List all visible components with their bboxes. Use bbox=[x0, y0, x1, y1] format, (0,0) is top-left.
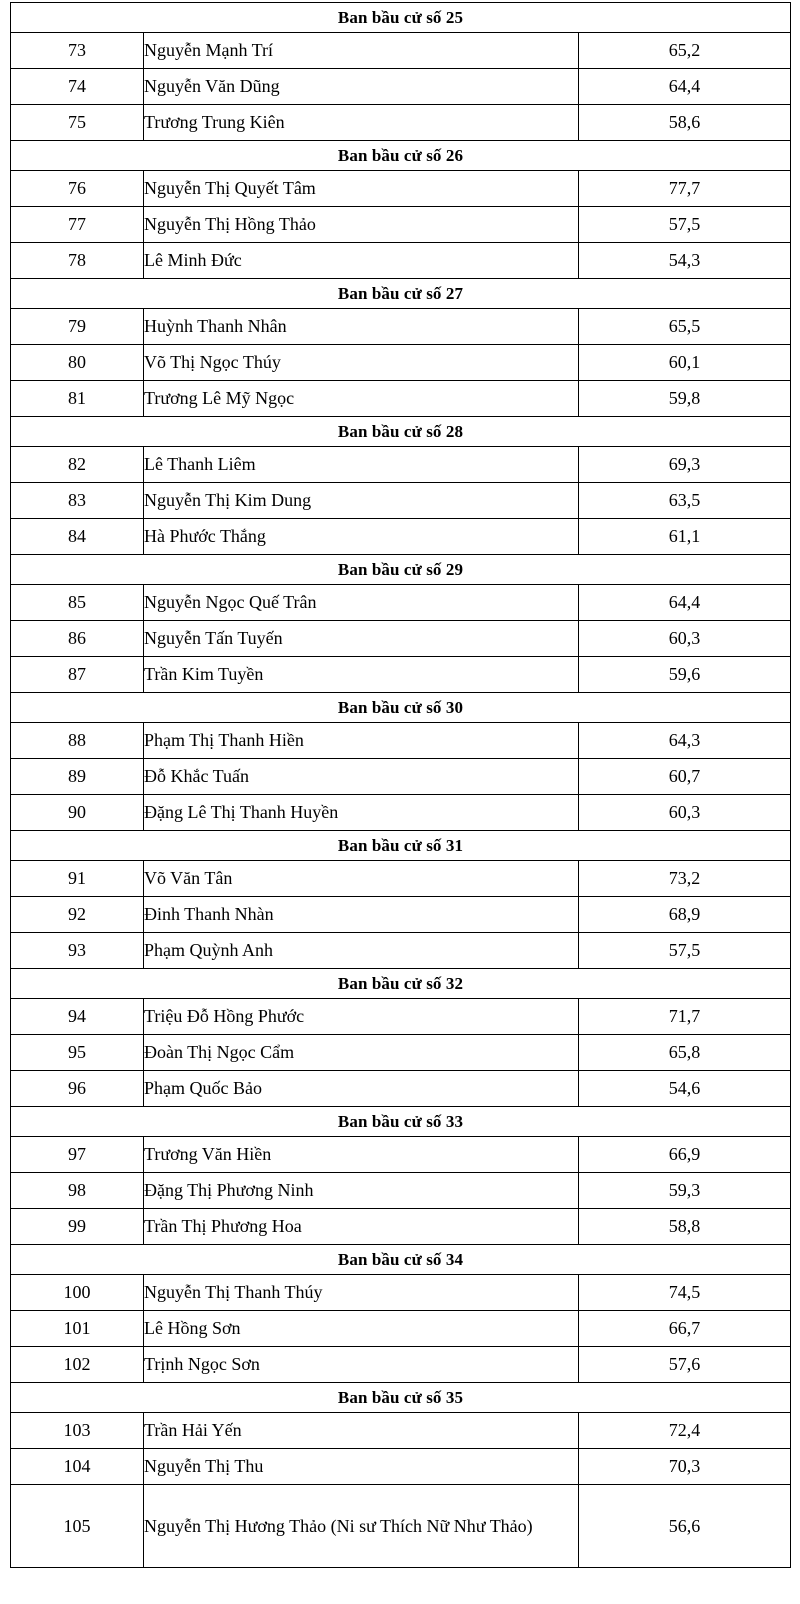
table-row bbox=[11, 309, 791, 345]
cell-order-number: 90 bbox=[11, 795, 144, 831]
cell-candidate-name: Lê Thanh Liêm bbox=[144, 447, 579, 483]
cell-order-number: 100 bbox=[11, 1275, 144, 1311]
cell-candidate-name: Phạm Quỳnh Anh bbox=[144, 933, 579, 969]
section-header-label: Ban bầu cử số 30 bbox=[11, 693, 791, 723]
cell-order-number: 80 bbox=[11, 345, 144, 381]
section-header-label: Ban bầu cử số 32 bbox=[11, 969, 791, 999]
table-row bbox=[11, 519, 791, 555]
section-header-row bbox=[11, 1383, 791, 1413]
cell-order-number: 101 bbox=[11, 1311, 144, 1347]
cell-candidate-name: Trần Hải Yến bbox=[144, 1413, 579, 1449]
cell-order-number: 83 bbox=[11, 483, 144, 519]
section-header-row bbox=[11, 693, 791, 723]
cell-vote-ratio: 57,5 bbox=[579, 933, 791, 969]
cell-candidate-name: Nguyễn Văn Dũng bbox=[144, 69, 579, 105]
cell-order-number: 102 bbox=[11, 1347, 144, 1383]
cell-candidate-name: Nguyễn Thị Thanh Thúy bbox=[144, 1275, 579, 1311]
cell-order-number: 73 bbox=[11, 33, 144, 69]
cell-vote-ratio: 64,4 bbox=[579, 585, 791, 621]
table-row bbox=[11, 207, 791, 243]
cell-order-number: 81 bbox=[11, 381, 144, 417]
cell-candidate-name: Đinh Thanh Nhàn bbox=[144, 897, 579, 933]
section-header-row bbox=[11, 279, 791, 309]
cell-order-number: 88 bbox=[11, 723, 144, 759]
cell-order-number: 74 bbox=[11, 69, 144, 105]
cell-order-number: 82 bbox=[11, 447, 144, 483]
table-row bbox=[11, 585, 791, 621]
table-row bbox=[11, 1137, 791, 1173]
cell-vote-ratio: 77,7 bbox=[579, 171, 791, 207]
table-body bbox=[11, 3, 791, 1568]
cell-vote-ratio: 74,5 bbox=[579, 1275, 791, 1311]
cell-order-number: 97 bbox=[11, 1137, 144, 1173]
section-header-row bbox=[11, 1107, 791, 1137]
section-header-row bbox=[11, 555, 791, 585]
cell-order-number: 99 bbox=[11, 1209, 144, 1245]
cell-vote-ratio: 60,3 bbox=[579, 795, 791, 831]
cell-order-number: 91 bbox=[11, 861, 144, 897]
table-row bbox=[11, 33, 791, 69]
cell-vote-ratio: 61,1 bbox=[579, 519, 791, 555]
table-row bbox=[11, 1413, 791, 1449]
cell-candidate-name: Nguyễn Tấn Tuyến bbox=[144, 621, 579, 657]
cell-vote-ratio: 60,1 bbox=[579, 345, 791, 381]
table-row bbox=[11, 1275, 791, 1311]
section-header-label: Ban bầu cử số 26 bbox=[11, 141, 791, 171]
cell-vote-ratio: 58,6 bbox=[579, 105, 791, 141]
section-header-label: Ban bầu cử số 34 bbox=[11, 1245, 791, 1275]
cell-vote-ratio: 64,4 bbox=[579, 69, 791, 105]
section-header-label: Ban bầu cử số 25 bbox=[11, 3, 791, 33]
cell-candidate-name: Hà Phước Thắng bbox=[144, 519, 579, 555]
cell-order-number: 76 bbox=[11, 171, 144, 207]
cell-candidate-name: Trương Lê Mỹ Ngọc bbox=[144, 381, 579, 417]
cell-vote-ratio: 69,3 bbox=[579, 447, 791, 483]
table-row bbox=[11, 381, 791, 417]
section-header-label: Ban bầu cử số 29 bbox=[11, 555, 791, 585]
cell-vote-ratio: 60,3 bbox=[579, 621, 791, 657]
table-row bbox=[11, 171, 791, 207]
cell-order-number: 92 bbox=[11, 897, 144, 933]
section-header-label: Ban bầu cử số 35 bbox=[11, 1383, 791, 1413]
table-row bbox=[11, 69, 791, 105]
cell-order-number: 103 bbox=[11, 1413, 144, 1449]
table-row bbox=[11, 621, 791, 657]
cell-order-number: 77 bbox=[11, 207, 144, 243]
cell-order-number: 105 bbox=[11, 1485, 144, 1568]
cell-vote-ratio: 66,9 bbox=[579, 1137, 791, 1173]
table-row bbox=[11, 759, 791, 795]
table-row bbox=[11, 933, 791, 969]
cell-candidate-name: Võ Thị Ngọc Thúy bbox=[144, 345, 579, 381]
cell-order-number: 75 bbox=[11, 105, 144, 141]
table-row bbox=[11, 897, 791, 933]
cell-order-number: 96 bbox=[11, 1071, 144, 1107]
section-header-row bbox=[11, 1245, 791, 1275]
section-header-row bbox=[11, 417, 791, 447]
cell-vote-ratio: 63,5 bbox=[579, 483, 791, 519]
cell-order-number: 104 bbox=[11, 1449, 144, 1485]
table-row bbox=[11, 1173, 791, 1209]
cell-order-number: 84 bbox=[11, 519, 144, 555]
cell-vote-ratio: 60,7 bbox=[579, 759, 791, 795]
table-row bbox=[11, 795, 791, 831]
cell-candidate-name: Đỗ Khắc Tuấn bbox=[144, 759, 579, 795]
table-row bbox=[11, 1449, 791, 1485]
table-row bbox=[11, 345, 791, 381]
election-results-table bbox=[10, 2, 791, 1568]
cell-candidate-name: Trương Văn Hiền bbox=[144, 1137, 579, 1173]
cell-candidate-name: Trịnh Ngọc Sơn bbox=[144, 1347, 579, 1383]
cell-vote-ratio: 57,5 bbox=[579, 207, 791, 243]
cell-candidate-name: Nguyễn Thị Quyết Tâm bbox=[144, 171, 579, 207]
cell-candidate-name: Đoàn Thị Ngọc Cẩm bbox=[144, 1035, 579, 1071]
cell-order-number: 89 bbox=[11, 759, 144, 795]
cell-vote-ratio: 70,3 bbox=[579, 1449, 791, 1485]
cell-order-number: 87 bbox=[11, 657, 144, 693]
cell-order-number: 85 bbox=[11, 585, 144, 621]
cell-vote-ratio: 59,3 bbox=[579, 1173, 791, 1209]
cell-order-number: 98 bbox=[11, 1173, 144, 1209]
cell-candidate-name: Võ Văn Tân bbox=[144, 861, 579, 897]
cell-candidate-name: Nguyễn Mạnh Trí bbox=[144, 33, 579, 69]
cell-order-number: 95 bbox=[11, 1035, 144, 1071]
cell-vote-ratio: 57,6 bbox=[579, 1347, 791, 1383]
cell-candidate-name: Nguyễn Thị Hồng Thảo bbox=[144, 207, 579, 243]
cell-candidate-name: Lê Hồng Sơn bbox=[144, 1311, 579, 1347]
cell-vote-ratio: 65,8 bbox=[579, 1035, 791, 1071]
cell-vote-ratio: 68,9 bbox=[579, 897, 791, 933]
cell-order-number: 78 bbox=[11, 243, 144, 279]
table-row bbox=[11, 1071, 791, 1107]
table-row bbox=[11, 1311, 791, 1347]
section-header-row bbox=[11, 969, 791, 999]
table-row bbox=[11, 1209, 791, 1245]
table-row bbox=[11, 1347, 791, 1383]
table-row bbox=[11, 861, 791, 897]
cell-candidate-name: Phạm Thị Thanh Hiền bbox=[144, 723, 579, 759]
cell-vote-ratio: 54,6 bbox=[579, 1071, 791, 1107]
cell-candidate-name: Đặng Lê Thị Thanh Huyền bbox=[144, 795, 579, 831]
cell-vote-ratio: 59,8 bbox=[579, 381, 791, 417]
table-row bbox=[11, 243, 791, 279]
table-row bbox=[11, 999, 791, 1035]
cell-candidate-name: Nguyễn Thị Hương Thảo (Ni sư Thích Nữ Như Thảo) bbox=[144, 1485, 579, 1568]
section-header-row bbox=[11, 831, 791, 861]
section-header-row bbox=[11, 3, 791, 33]
cell-candidate-name: Nguyễn Ngọc Quế Trân bbox=[144, 585, 579, 621]
cell-candidate-name: Phạm Quốc Bảo bbox=[144, 1071, 579, 1107]
table-row bbox=[11, 105, 791, 141]
table-row bbox=[11, 483, 791, 519]
cell-vote-ratio: 56,6 bbox=[579, 1485, 791, 1568]
cell-vote-ratio: 66,7 bbox=[579, 1311, 791, 1347]
cell-vote-ratio: 73,2 bbox=[579, 861, 791, 897]
section-header-label: Ban bầu cử số 33 bbox=[11, 1107, 791, 1137]
table-row bbox=[11, 1035, 791, 1071]
table-row bbox=[11, 1485, 791, 1568]
table-row bbox=[11, 657, 791, 693]
cell-vote-ratio: 65,5 bbox=[579, 309, 791, 345]
cell-candidate-name: Trần Kim Tuyền bbox=[144, 657, 579, 693]
cell-candidate-name: Lê Minh Đức bbox=[144, 243, 579, 279]
cell-vote-ratio: 54,3 bbox=[579, 243, 791, 279]
cell-candidate-name: Huỳnh Thanh Nhân bbox=[144, 309, 579, 345]
section-header-row bbox=[11, 141, 791, 171]
cell-vote-ratio: 59,6 bbox=[579, 657, 791, 693]
cell-vote-ratio: 58,8 bbox=[579, 1209, 791, 1245]
table-row bbox=[11, 723, 791, 759]
cell-vote-ratio: 71,7 bbox=[579, 999, 791, 1035]
cell-vote-ratio: 64,3 bbox=[579, 723, 791, 759]
cell-order-number: 93 bbox=[11, 933, 144, 969]
cell-vote-ratio: 65,2 bbox=[579, 33, 791, 69]
cell-vote-ratio: 72,4 bbox=[579, 1413, 791, 1449]
cell-candidate-name: Đặng Thị Phương Ninh bbox=[144, 1173, 579, 1209]
section-header-label: Ban bầu cử số 31 bbox=[11, 831, 791, 861]
cell-candidate-name: Trần Thị Phương Hoa bbox=[144, 1209, 579, 1245]
cell-candidate-name: Nguyễn Thị Kim Dung bbox=[144, 483, 579, 519]
table-row bbox=[11, 447, 791, 483]
cell-order-number: 94 bbox=[11, 999, 144, 1035]
cell-candidate-name: Triệu Đỗ Hồng Phước bbox=[144, 999, 579, 1035]
cell-order-number: 86 bbox=[11, 621, 144, 657]
cell-candidate-name: Trương Trung Kiên bbox=[144, 105, 579, 141]
cell-order-number: 79 bbox=[11, 309, 144, 345]
section-header-label: Ban bầu cử số 27 bbox=[11, 279, 791, 309]
cell-candidate-name: Nguyễn Thị Thu bbox=[144, 1449, 579, 1485]
section-header-label: Ban bầu cử số 28 bbox=[11, 417, 791, 447]
